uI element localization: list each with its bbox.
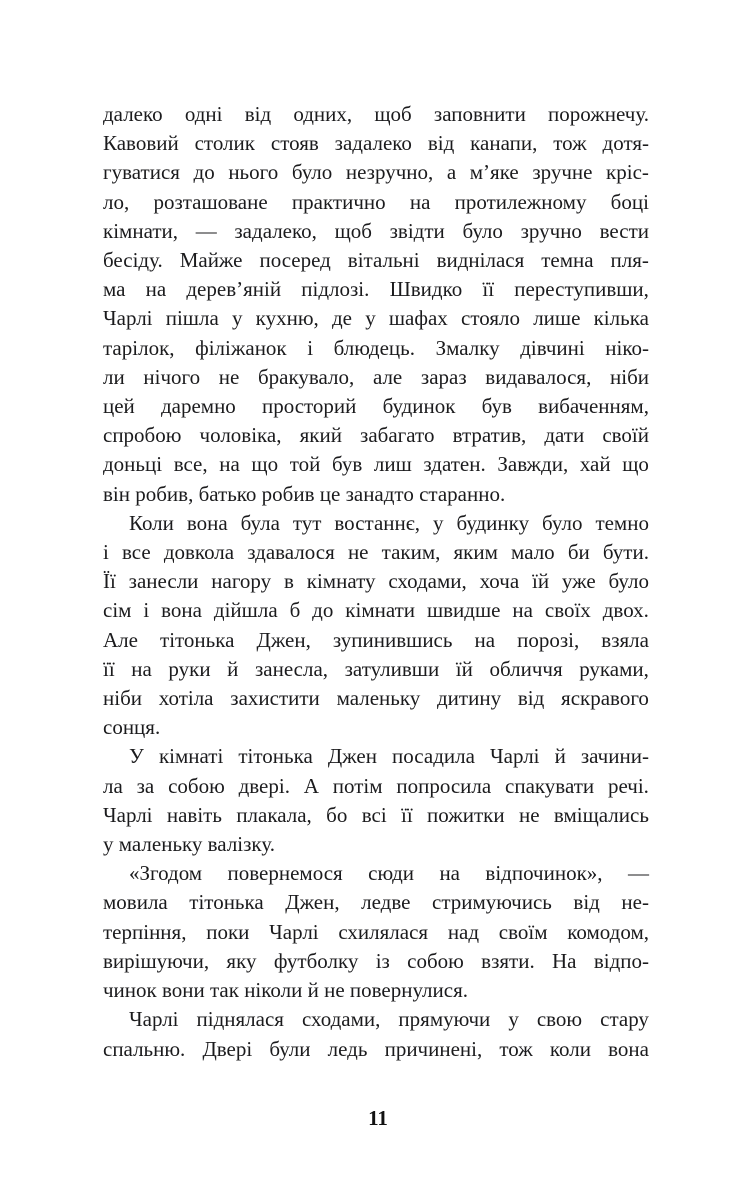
word: посеред	[259, 248, 331, 273]
word: хотіла	[158, 686, 214, 711]
word: тітонька	[189, 890, 264, 915]
word: і	[307, 335, 314, 360]
word: сходами,	[301, 1007, 381, 1032]
word: Чарлі	[490, 744, 540, 769]
word: захистити	[230, 686, 320, 711]
word: на	[512, 598, 533, 623]
word: була	[240, 510, 280, 535]
word: собою	[407, 948, 464, 973]
word: Джен,	[285, 890, 340, 915]
word: мовила	[103, 890, 168, 915]
word: і	[103, 540, 109, 565]
text-line	[103, 538, 649, 567]
text-line	[103, 772, 649, 801]
word: тітонька	[160, 627, 235, 652]
word: речі.	[607, 773, 649, 798]
text-line	[103, 567, 649, 596]
word: терпіння,	[103, 919, 187, 944]
word: ло,	[103, 189, 130, 214]
word: Але	[103, 627, 138, 652]
word: дерев’яній	[186, 277, 282, 302]
word: Кавовий	[103, 131, 179, 156]
word: ледве	[361, 890, 411, 915]
text-line	[103, 947, 649, 976]
word: ма	[103, 277, 126, 302]
word: Чарлі	[103, 802, 153, 827]
word: попросила	[396, 773, 492, 798]
word: двох.	[602, 598, 649, 623]
word: Чарлі	[129, 1007, 179, 1032]
word: причинені,	[384, 1036, 483, 1061]
word: Змалку	[435, 335, 500, 360]
word: відпочинок»,	[485, 861, 603, 886]
word: шафах	[388, 306, 448, 331]
word: темно	[595, 510, 649, 535]
word: довкола	[163, 540, 235, 565]
word: було	[542, 510, 583, 535]
word: розташоване	[153, 189, 268, 214]
word: поки	[206, 919, 250, 944]
word: порожнечу.	[548, 102, 649, 126]
word: втратив,	[452, 423, 527, 448]
word: було	[291, 160, 333, 185]
text-line	[103, 275, 649, 304]
word: взяла	[601, 627, 649, 652]
text-line	[103, 1005, 649, 1034]
text-line	[103, 246, 649, 275]
word: незручно,	[345, 160, 434, 185]
word: доньці	[103, 452, 163, 477]
word: цей	[103, 394, 135, 419]
word: дійшла	[213, 598, 278, 623]
word: відпо-	[593, 948, 649, 973]
word: стояв	[270, 131, 319, 156]
word: зручно	[520, 218, 582, 243]
word: забагато	[360, 423, 435, 448]
word: той	[289, 452, 321, 477]
word: сходами,	[388, 569, 467, 594]
word: нього	[228, 160, 279, 185]
word: в	[283, 569, 294, 594]
word: звідти	[389, 218, 445, 243]
text-line: чинок вони так ніколи й не повернулися.	[103, 978, 469, 1003]
text-line	[103, 158, 649, 187]
text-line: він робив, батько робив це занадто старанно.	[103, 481, 506, 506]
word: своїй	[602, 423, 649, 448]
word: лиш	[373, 452, 412, 477]
word: у	[231, 306, 243, 331]
word: взяти.	[481, 948, 535, 973]
word: вибаченням,	[538, 394, 649, 419]
word: й	[227, 656, 239, 681]
word: м’яке	[469, 160, 519, 185]
word: даремно	[160, 394, 236, 419]
word: нічого	[143, 364, 201, 389]
word: востаннє,	[334, 510, 421, 535]
word: здавалося	[247, 540, 335, 565]
word: уже	[561, 569, 596, 594]
word: бесіду.	[103, 248, 163, 273]
word: на	[219, 452, 240, 477]
word: А	[303, 773, 319, 798]
word: всі	[361, 802, 387, 827]
word: просторий	[261, 394, 357, 419]
word: кухню,	[255, 306, 319, 331]
word: ледь	[327, 1036, 368, 1061]
word: кімнати,	[103, 218, 179, 243]
word: швидше	[426, 598, 501, 623]
word: їй	[455, 656, 473, 681]
word: «Згодом	[129, 861, 203, 886]
word: яскравого	[561, 686, 649, 711]
word: руки	[168, 656, 211, 681]
word: хай	[579, 452, 611, 477]
word: вести	[599, 218, 649, 243]
word: на	[131, 656, 152, 681]
text-line	[103, 888, 649, 917]
word: хоча	[479, 569, 520, 594]
word: —	[627, 861, 649, 886]
word: гуватися	[103, 160, 180, 185]
word: затуливши	[344, 656, 440, 681]
word: кілька	[593, 306, 649, 331]
word: столик	[194, 131, 255, 156]
word: ніби	[610, 364, 649, 389]
word: від	[244, 102, 272, 126]
word: бо	[326, 802, 348, 827]
word: все	[121, 540, 151, 565]
word: задалеко	[334, 131, 412, 156]
word: її	[401, 802, 413, 827]
word: таким,	[381, 540, 441, 565]
word: але	[372, 364, 403, 389]
text-line	[103, 129, 649, 158]
word: яким	[453, 540, 498, 565]
word: у	[508, 1007, 519, 1032]
word: одних,	[293, 102, 353, 126]
word: порозі,	[517, 627, 580, 652]
page-text	[103, 100, 649, 1064]
word: ніби	[103, 686, 142, 711]
word: тож	[499, 1036, 533, 1061]
paragraph	[103, 100, 649, 509]
word: переступивши,	[514, 277, 649, 302]
word: стояло	[461, 306, 520, 331]
word: сюди	[368, 861, 415, 886]
word: спробою	[103, 423, 182, 448]
word: від	[573, 890, 600, 915]
word: заповнити	[433, 102, 526, 126]
word: коли	[549, 1036, 591, 1061]
word: одні	[184, 102, 223, 126]
word: здатен.	[423, 452, 486, 477]
word: На	[552, 948, 577, 973]
page-number: 11	[368, 1106, 388, 1130]
word: видавалося,	[485, 364, 592, 389]
word: зараз	[420, 364, 467, 389]
word: до	[312, 598, 334, 623]
paragraph	[103, 1005, 649, 1063]
word: мало	[511, 540, 555, 565]
word: боці	[610, 189, 649, 214]
word: у	[365, 306, 376, 331]
word: чоловіка,	[199, 423, 282, 448]
text-line	[103, 450, 649, 479]
word: вирішуючи,	[103, 948, 210, 973]
word: Джен	[327, 744, 377, 769]
word: темна	[541, 248, 594, 273]
word: від	[427, 131, 455, 156]
text-line	[103, 859, 649, 888]
word: Джен,	[256, 627, 311, 652]
word: нагору	[211, 569, 272, 594]
word: Швидко	[389, 277, 463, 302]
word: не	[218, 364, 240, 389]
word: були	[269, 1036, 311, 1061]
word: собою	[168, 773, 225, 798]
word: що	[251, 452, 279, 477]
word: Майже	[179, 248, 243, 273]
word: що	[622, 452, 649, 477]
word: їй	[532, 569, 550, 594]
word: не	[519, 802, 540, 827]
word: двері.	[238, 773, 290, 798]
word: схилялася	[338, 919, 429, 944]
word: було	[608, 569, 649, 594]
word: на	[474, 627, 496, 652]
word: виднілася	[436, 248, 525, 273]
word: її	[482, 277, 495, 302]
word: вона	[186, 510, 228, 535]
word: вітальні	[347, 248, 420, 273]
word: стару	[600, 1007, 649, 1032]
word: бути.	[602, 540, 649, 565]
word: повернемося	[227, 861, 343, 886]
word: Чарлі	[103, 306, 153, 331]
text-line	[103, 626, 649, 655]
text-line	[103, 801, 649, 830]
word: був	[331, 452, 363, 477]
word: дитину	[437, 686, 502, 711]
word: спакувати	[505, 773, 595, 798]
text-line	[103, 188, 649, 217]
word: за	[136, 773, 155, 798]
word: задалеко,	[234, 218, 317, 243]
word: далеко	[103, 102, 163, 126]
word: футболку	[273, 948, 359, 973]
text-line	[103, 217, 649, 246]
word: підлозі.	[301, 277, 370, 302]
word: пішла	[165, 306, 219, 331]
word: дівчині	[520, 335, 585, 360]
word: у	[432, 510, 444, 535]
word: Чарлі	[269, 919, 319, 944]
word: Її	[103, 569, 116, 594]
word: пожитки	[427, 802, 505, 827]
word: із	[375, 948, 390, 973]
word: занесли	[128, 569, 199, 594]
text-line	[103, 509, 649, 538]
word: маленьку	[336, 686, 421, 711]
word: У	[129, 744, 144, 769]
word: ніко-	[605, 335, 649, 360]
word: а	[446, 160, 457, 185]
word: потім	[332, 773, 383, 798]
word: щоб	[374, 102, 412, 126]
text-line	[103, 596, 649, 625]
word: який	[299, 423, 342, 448]
paragraph	[103, 859, 649, 1005]
text-line	[103, 363, 649, 392]
word: свою	[536, 1007, 583, 1032]
word: своїх	[544, 598, 591, 623]
word: над	[447, 919, 480, 944]
word: кімнату	[306, 569, 376, 594]
word: дати	[544, 423, 585, 448]
word: вона	[161, 598, 202, 623]
word: навіть	[166, 802, 222, 827]
word: тут	[292, 510, 322, 535]
word: Коли	[129, 510, 174, 535]
word: щоб	[334, 218, 372, 243]
word: до	[193, 160, 215, 185]
word: ла	[103, 773, 123, 798]
word: тітонька	[238, 744, 313, 769]
word: не-	[621, 890, 649, 915]
word: сім	[103, 598, 132, 623]
word: будинку	[456, 510, 530, 535]
word: на	[409, 189, 431, 214]
word: від	[517, 686, 545, 711]
word: вона	[608, 1036, 649, 1061]
word: ли	[103, 364, 125, 389]
paragraph	[103, 742, 649, 859]
word: її	[103, 656, 115, 681]
word: кімнаті	[158, 744, 224, 769]
text-line	[103, 742, 649, 771]
word: не	[347, 540, 369, 565]
word: плакала,	[236, 802, 312, 827]
word: занесла,	[254, 656, 329, 681]
text-line	[103, 421, 649, 450]
text-line: у маленьку валізку.	[103, 832, 275, 857]
word: лише	[533, 306, 581, 331]
word: спальню.	[103, 1036, 186, 1061]
text-line	[103, 1035, 649, 1064]
word: Двері	[202, 1036, 253, 1061]
word: кімнати	[345, 598, 416, 623]
word: зупинившись	[332, 627, 453, 652]
word: зачини-	[580, 744, 649, 769]
word: на	[439, 861, 460, 886]
word: й	[554, 744, 566, 769]
word: обличчя	[489, 656, 563, 681]
text-line	[103, 684, 649, 713]
word: був	[481, 394, 512, 419]
word: протилежному	[454, 189, 587, 214]
word: своїм	[498, 919, 548, 944]
word: кріс-	[606, 160, 649, 185]
paragraph	[103, 509, 649, 743]
text-line	[103, 918, 649, 947]
word: блюдець.	[333, 335, 415, 360]
word: бракувало,	[257, 364, 355, 389]
word: яку	[226, 948, 257, 973]
text-line	[103, 334, 649, 363]
word: вміщались	[553, 802, 649, 827]
word: було	[462, 218, 503, 243]
word: на	[145, 277, 167, 302]
word: тож	[553, 131, 587, 156]
word: зручне	[532, 160, 593, 185]
word: і	[143, 598, 150, 623]
word: тарілок,	[103, 335, 175, 360]
text-line	[103, 392, 649, 421]
word: філіжанок	[195, 335, 287, 360]
text-line	[103, 655, 649, 684]
word: дотя-	[602, 131, 649, 156]
word: практично	[291, 189, 386, 214]
word: піднялася	[196, 1007, 284, 1032]
word: посадила	[392, 744, 475, 769]
word: руками,	[579, 656, 649, 681]
word: комодом,	[567, 919, 649, 944]
word: Завжди,	[497, 452, 569, 477]
text-line: сонця.	[103, 715, 161, 740]
word: би	[567, 540, 590, 565]
text-line	[103, 304, 649, 333]
word: —	[195, 218, 217, 243]
word: б	[289, 598, 301, 623]
text-line	[103, 100, 649, 129]
word: де	[331, 306, 352, 331]
word: все,	[173, 452, 208, 477]
word: канапи,	[470, 131, 538, 156]
word: стримуючись	[432, 890, 552, 915]
word: пля-	[610, 248, 649, 273]
word: будинок	[382, 394, 456, 419]
word: прямуючи	[398, 1007, 491, 1032]
